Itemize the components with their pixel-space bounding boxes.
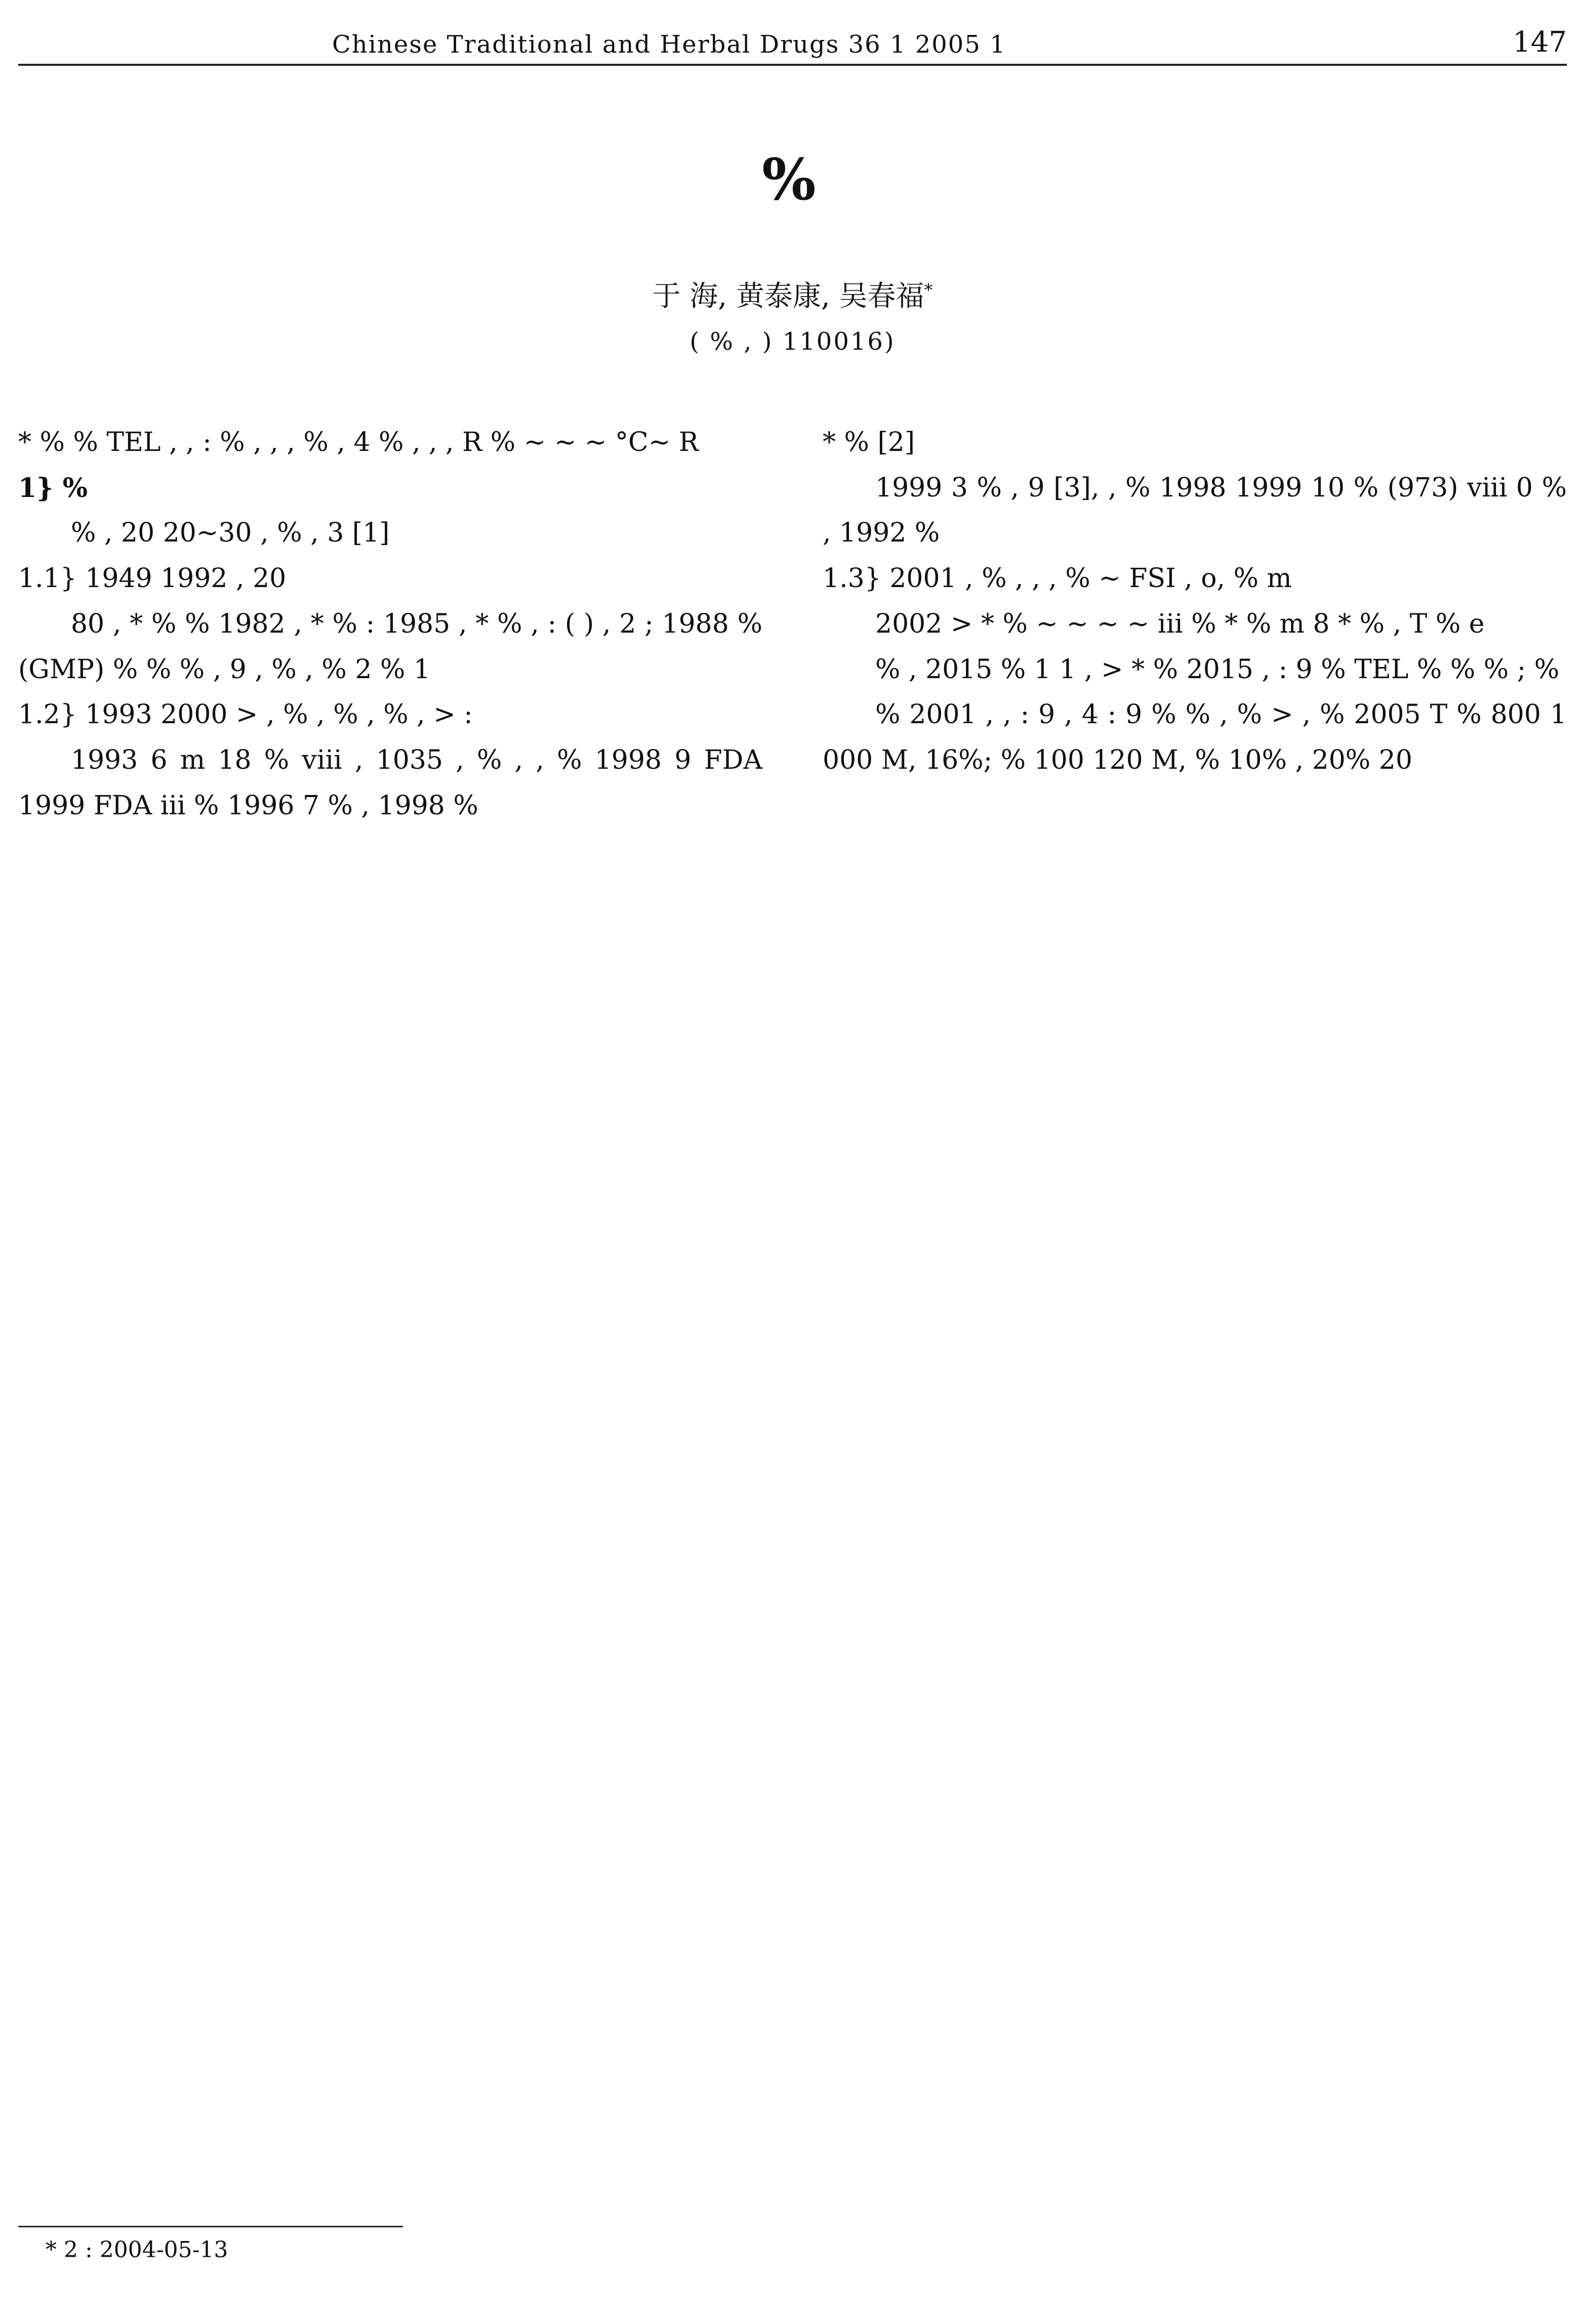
paragraph: * % % TEL , , : % , , , % , 4 % , , , R % ~ ~ ~ °C~ R	[18, 427, 699, 458]
footnote: * 2 : 2004-05-13	[46, 2237, 228, 2263]
author-mark: *	[924, 280, 933, 301]
affiliation: ( % , ) 110016)	[689, 327, 896, 356]
authors: 于 海, 黄泰康, 吴春福	[652, 280, 924, 313]
section-heading: 1} %	[18, 472, 88, 504]
subsection-heading: 1.3} 2001 , % , , , % ~ FSI , o, % m	[823, 563, 1292, 594]
paragraph: 2002 > * % ~ ~ ~ ~ iii % * % m 8 * % , T % e	[875, 608, 1485, 639]
journal-line: Chinese Traditional and Herbal Drugs 36 1 2005 1	[332, 30, 1006, 59]
running-header	[18, 15, 1567, 66]
paragraph: * % [2]	[823, 427, 915, 458]
title-block	[0, 147, 1585, 356]
paragraph: 1993 6 m 18 % viii , 1035 , % , , % 1998 9 FDA 1999 FDA iii % 1996 7 % , 1998 %	[18, 744, 762, 821]
author-line	[0, 274, 1585, 314]
paragraph: % , 20 20~30 , % , 3 [1]	[71, 518, 390, 549]
right-column	[823, 420, 1567, 828]
footnote-rule	[18, 2226, 403, 2227]
paragraph: 80 , * % % 1982 , * % : 1985 , * % , : ( ) , 2 ; 1988 % (GMP) % % % , 9 , % , % 2 % 1	[18, 608, 762, 685]
article-title: %	[762, 147, 823, 213]
page-number: 147	[1513, 26, 1567, 59]
body-columns	[18, 420, 1567, 828]
left-column	[18, 420, 762, 828]
paragraph: % 2001 , , : 9 , 4 : 9 % % , % > , % 2005 T % 800 1 000 M, 16%; % 100 120 M, % 10% , 20% 20	[823, 699, 1567, 775]
paragraph: % , 2015 % 1 1 , > * % 2015 , : 9 % TEL % % % ; %	[875, 654, 1560, 685]
paragraph: 1999 3 % , 9 [3], , % 1998 1999 10 % (973) viii 0 % , 1992 %	[823, 472, 1567, 549]
subsection-heading: 1.1} 1949 1992 , 20	[18, 563, 287, 594]
subsection-heading: 1.2} 1993 2000 > , % , % , % , > :	[18, 699, 473, 730]
